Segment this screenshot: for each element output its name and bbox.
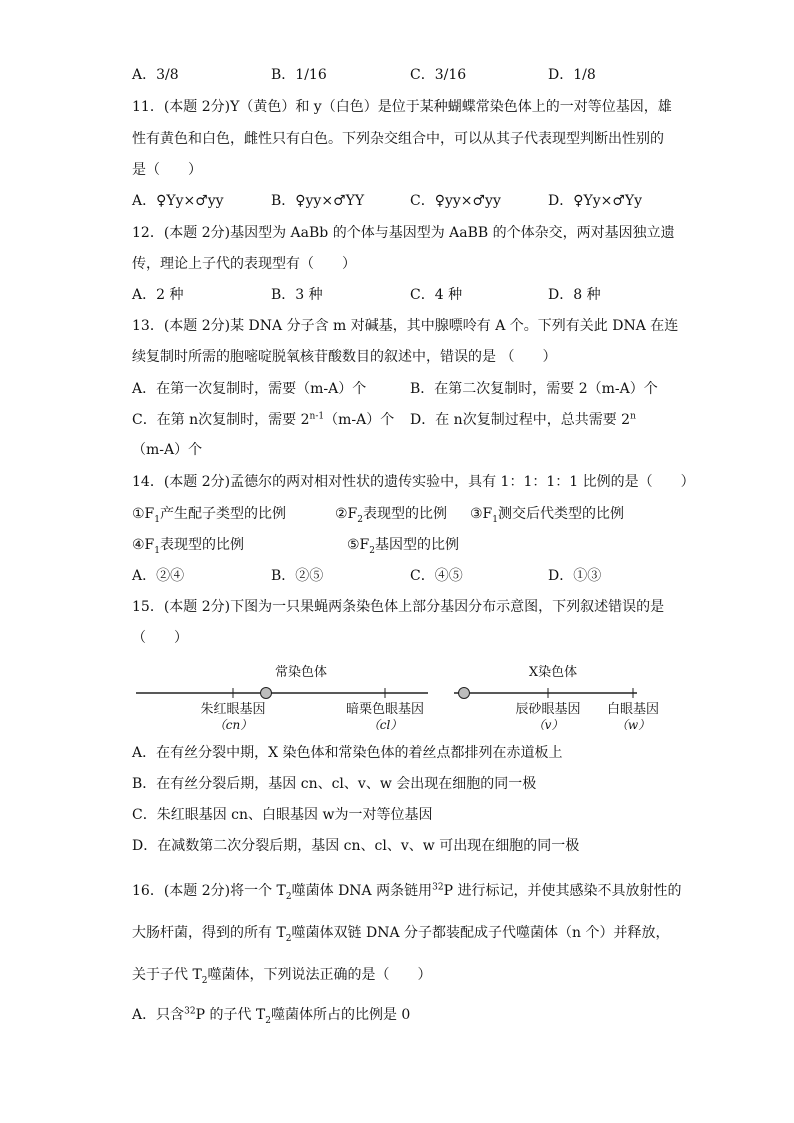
- q16-l3-sub: 2: [201, 975, 208, 986]
- q15-stem-line-1: 15．(本题 2分)下图为一只果蝇两条染色体上部分基因分布示意图，下列叙述错误的是: [132, 599, 665, 615]
- q16-stem-line-1: [132, 881, 681, 901]
- q16-l3-tail: 噬菌体，下列说法正确的是（ ）: [207, 967, 432, 983]
- q14-item-5: [347, 535, 459, 555]
- q14-option-c: C．④⑤: [410, 568, 463, 584]
- q14-item-1-label: ①F: [132, 506, 155, 522]
- q14-item-3-text: 测交后代类型的比例: [498, 506, 624, 522]
- q14-item-4-label: ④F: [132, 537, 155, 553]
- gene-symbol-v: （v）: [532, 718, 564, 732]
- q13-option-a: A．在第一次复制时，需要（m-A）个: [132, 381, 367, 397]
- q13-option-d-exponent: n: [630, 411, 636, 422]
- q14-item-2-sub: 2: [357, 514, 363, 525]
- q14-item-2-label: ②F: [335, 506, 358, 522]
- q16-l1-mid: 噬菌体 DNA 两条链用: [291, 883, 433, 899]
- q15-stem-line-2: （ ）: [132, 630, 188, 646]
- gene-symbol-cl: （cl）: [367, 718, 403, 732]
- q16-l1-sup: 32: [432, 882, 444, 893]
- q11-option-c: C．♀yy×♂yy: [410, 193, 501, 209]
- q13-option-c-text: C．在第 n次复制时，需要 2: [132, 412, 310, 428]
- q12-option-c: C．4 种: [410, 287, 463, 303]
- gene-symbol-cn: （cn）: [213, 718, 253, 732]
- q14-option-b: B．②⑤: [271, 568, 324, 584]
- chromosome-figure: [0, 655, 794, 735]
- q14-item-3: [470, 504, 624, 524]
- q14-item-2-text: 表现型的比例: [363, 506, 447, 522]
- q14-stem: 14．(本题 2分)孟德尔的两对相对性状的遗传实验中，具有 1：1：1：1 比例的是（ ）: [132, 474, 695, 490]
- q16-option-a-sup: 32: [184, 1006, 196, 1017]
- q10-option-d: D．1/8: [548, 67, 596, 83]
- autosome-title: 常染色体: [274, 665, 328, 680]
- q12-option-a: A．2 种: [132, 287, 184, 303]
- q12-stem-line-2: 传，理论上子代的表现型有（ ）: [132, 256, 356, 272]
- q13-option-c: [132, 410, 394, 430]
- q16-l1-sub: 2: [285, 891, 292, 902]
- autosome-centromere: [261, 688, 272, 699]
- q14-item-3-sub: 1: [492, 514, 498, 525]
- gene-symbol-w: （w）: [615, 718, 651, 732]
- q15-option-b: B．在有丝分裂后期，基因 cn、cl、v、w 会出现在细胞的同一极: [132, 776, 537, 792]
- q16-l2-text: 大肠杆菌，得到的所有 T: [132, 925, 286, 941]
- q16-stem-line-3: [132, 965, 432, 985]
- q12-stem-line-1: 12．(本题 2分)基因型为 AaBb 的个体与基因型为 AaBB 的个体杂交，两对基因独立遗: [132, 225, 675, 241]
- q16-l1-tail: P 进行标记，并使其感染不具放射性的: [443, 883, 682, 899]
- q12-option-b: B．3 种: [271, 287, 323, 303]
- q14-option-d: D．①③: [548, 568, 602, 584]
- x-chromosome-title: X染色体: [528, 665, 578, 680]
- q14-item-3-label: ③F: [470, 506, 493, 522]
- q14-option-a: A．②④: [132, 568, 185, 584]
- q16-option-a-mid: P 的子代 T: [195, 1007, 266, 1023]
- q13-stem-line-1: 13．(本题 2分)某 DNA 分子含 m 对碱基，其中腺嘌呤有 A 个。下列有关此 DNA 在连: [132, 318, 679, 334]
- q16-option-a-text: A．只含: [132, 1007, 185, 1023]
- gene-label-cn: 朱红眼基因: [200, 702, 266, 717]
- q16-stem-line-2: [132, 923, 669, 943]
- q16-l1-text: 16．(本题 2分)将一个 T: [132, 883, 286, 899]
- q12-option-d: D．8 种: [548, 287, 601, 303]
- q11-stem-line-2: 性有黄色和白色，雌性只有白色。下列杂交组合中，可以从其子代表现型判断出性别的: [132, 131, 664, 147]
- q16-option-a-sub: 2: [265, 1015, 271, 1026]
- q13-option-d-continued: （m-A）个: [132, 442, 203, 458]
- q16-l3-text: 关于子代 T: [132, 967, 202, 983]
- q14-item-5-label: ⑤F: [347, 537, 370, 553]
- q14-item-1-sub: 1: [154, 514, 160, 525]
- q14-item-1-text: 产生配子类型的比例: [160, 506, 286, 522]
- q11-option-b: B．♀yy×♂YY: [271, 193, 365, 209]
- q13-option-d-text: D．在 n次复制过程中，总共需要 2: [410, 412, 631, 428]
- q10-option-b: B．1/16: [271, 67, 327, 83]
- q13-stem-line-2: 续复制时所需的胞嘧啶脱氧核苷酸数目的叙述中，错误的是 （ ）: [132, 349, 557, 365]
- q15-option-d: D．在减数第二次分裂后期，基因 cn、cl、v、w 可出现在细胞的同一极: [132, 838, 580, 854]
- q13-option-c-tail: （m-A）个: [324, 412, 395, 428]
- q15-option-c: C．朱红眼基因 cn、白眼基因 w为一对等位基因: [132, 807, 433, 823]
- q16-option-a: [132, 1005, 410, 1025]
- q13-option-d: [410, 410, 636, 430]
- q14-item-4-sub: 1: [154, 545, 160, 556]
- q16-l2-tail: 噬菌体双链 DNA 分子都装配成子代噬菌体（n 个）并释放，: [291, 925, 670, 941]
- q11-stem-line-1: 11．(本题 2分)Y（黄色）和 y（白色）是位于某种蝴蝶常染色体上的一对等位基因，雄: [132, 99, 672, 115]
- q11-stem-line-3: 是（ ）: [132, 162, 202, 178]
- q14-item-5-text: 基因型的比例: [375, 537, 459, 553]
- q10-option-c: C．3/16: [410, 67, 467, 83]
- q13-option-c-exponent: n-1: [309, 411, 325, 422]
- q14-item-1: [132, 504, 286, 524]
- q11-option-a: A．♀Yy×♂yy: [132, 193, 224, 209]
- q14-item-5-sub: 2: [369, 545, 375, 556]
- x-centromere: [459, 688, 470, 699]
- q16-l2-sub: 2: [285, 933, 292, 944]
- q14-item-4: [132, 535, 244, 555]
- q13-option-b: B．在第二次复制时，需要 2（m-A）个: [410, 381, 658, 397]
- gene-label-w: 白眼基因: [606, 702, 660, 717]
- q16-option-a-tail: 噬菌体所占的比例是 0: [270, 1007, 411, 1023]
- gene-label-cl: 暗栗色眼基因: [345, 702, 425, 717]
- q10-option-a: A．3/8: [132, 67, 179, 83]
- q14-item-2: [335, 504, 447, 524]
- q11-option-d: D．♀Yy×♂Yy: [548, 193, 643, 209]
- q14-item-4-text: 表现型的比例: [160, 537, 244, 553]
- q15-option-a: A．在有丝分裂中期，X 染色体和常染色体的着丝点都排列在赤道板上: [132, 745, 563, 761]
- gene-label-v: 辰砂眼基因: [515, 702, 581, 717]
